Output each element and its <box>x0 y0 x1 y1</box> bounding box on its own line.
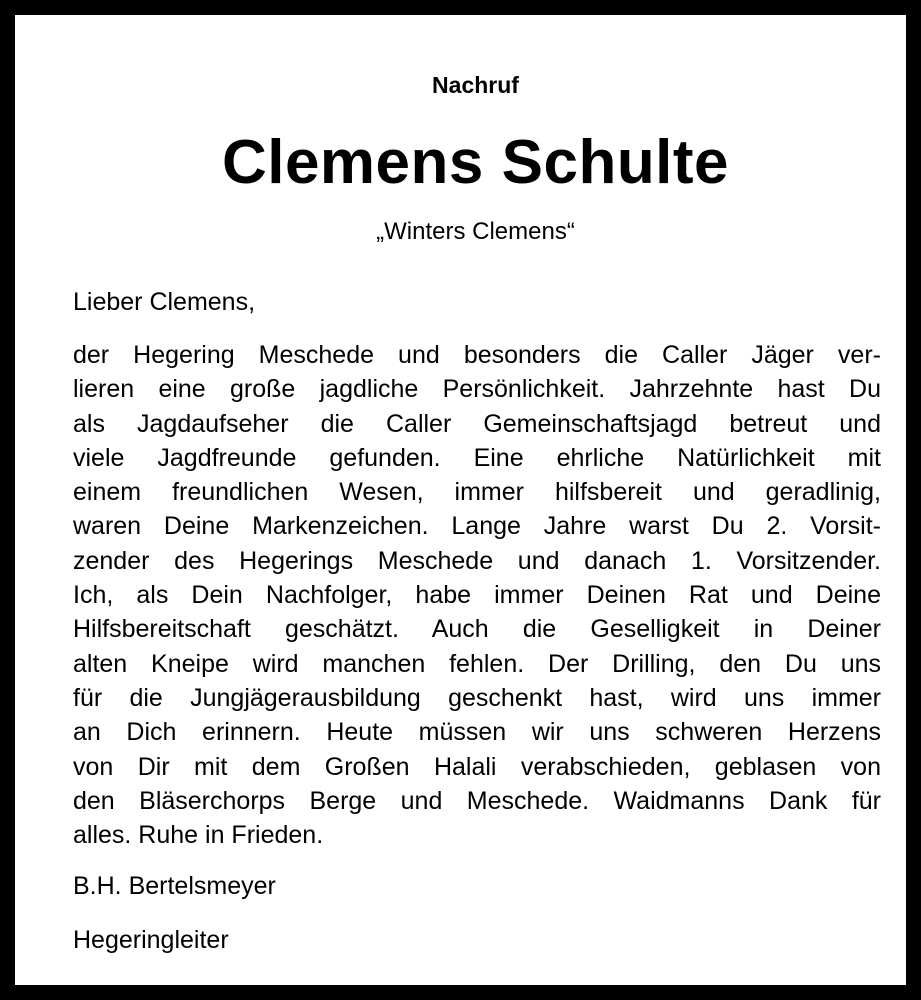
signature-role: Hegeringleiter <box>73 926 229 954</box>
body-line: einem freundlichen Wesen, immer hilfsbereit und geradlinig, <box>73 478 881 507</box>
body-line: alles. Ruhe in Frieden. <box>73 821 324 850</box>
body-line: von Dir mit dem Großen Halali verabschieden, geblasen von <box>73 752 881 781</box>
signature-name: B.H. Bertelsmeyer <box>73 872 276 900</box>
body-line: waren Deine Markenzeichen. Lange Jahre warst Du 2. Vorsit- <box>73 512 881 541</box>
deceased-nickname: „Winters Clemens“ <box>376 218 575 245</box>
body-line: für die Jungjägerausbildung geschenkt hast, wird uns immer <box>73 683 881 712</box>
body-line: der Hegering Meschede und besonders die Caller Jäger ver- <box>73 341 881 369</box>
salutation: Lieber Clemens, <box>73 288 256 316</box>
body-line: alten Kneipe wird manchen fehlen. Der Drilling, den Du uns <box>73 649 881 678</box>
body-line: lieren eine große jagdliche Persönlichkeit. Jahrzehnte hast Du <box>73 375 881 404</box>
deceased-name: Clemens Schulte <box>221 128 730 197</box>
body-line: an Dich erinnern. Heute müssen wir uns schweren Herzens <box>73 718 881 747</box>
body-line: zender des Hegerings Meschede und danach 1. Vorsitzender. <box>73 546 881 575</box>
body-line: als Jagdaufseher die Caller Gemeinschaftsjagd betreut und <box>73 409 881 438</box>
notice-label: Nachruf <box>432 72 519 98</box>
obituary-body <box>73 338 881 852</box>
body-line: Ich, als Dein Nachfolger, habe immer Deinen Rat und Deine <box>73 581 881 610</box>
body-line: viele Jagdfreunde gefunden. Eine ehrliche Natürlichkeit mit <box>73 443 881 472</box>
body-line: den Bläserchorps Berge und Meschede. Waidmanns Dank für <box>73 786 881 815</box>
body-line: Hilfsbereitschaft geschätzt. Auch die Geselligkeit in Deiner <box>73 615 881 644</box>
